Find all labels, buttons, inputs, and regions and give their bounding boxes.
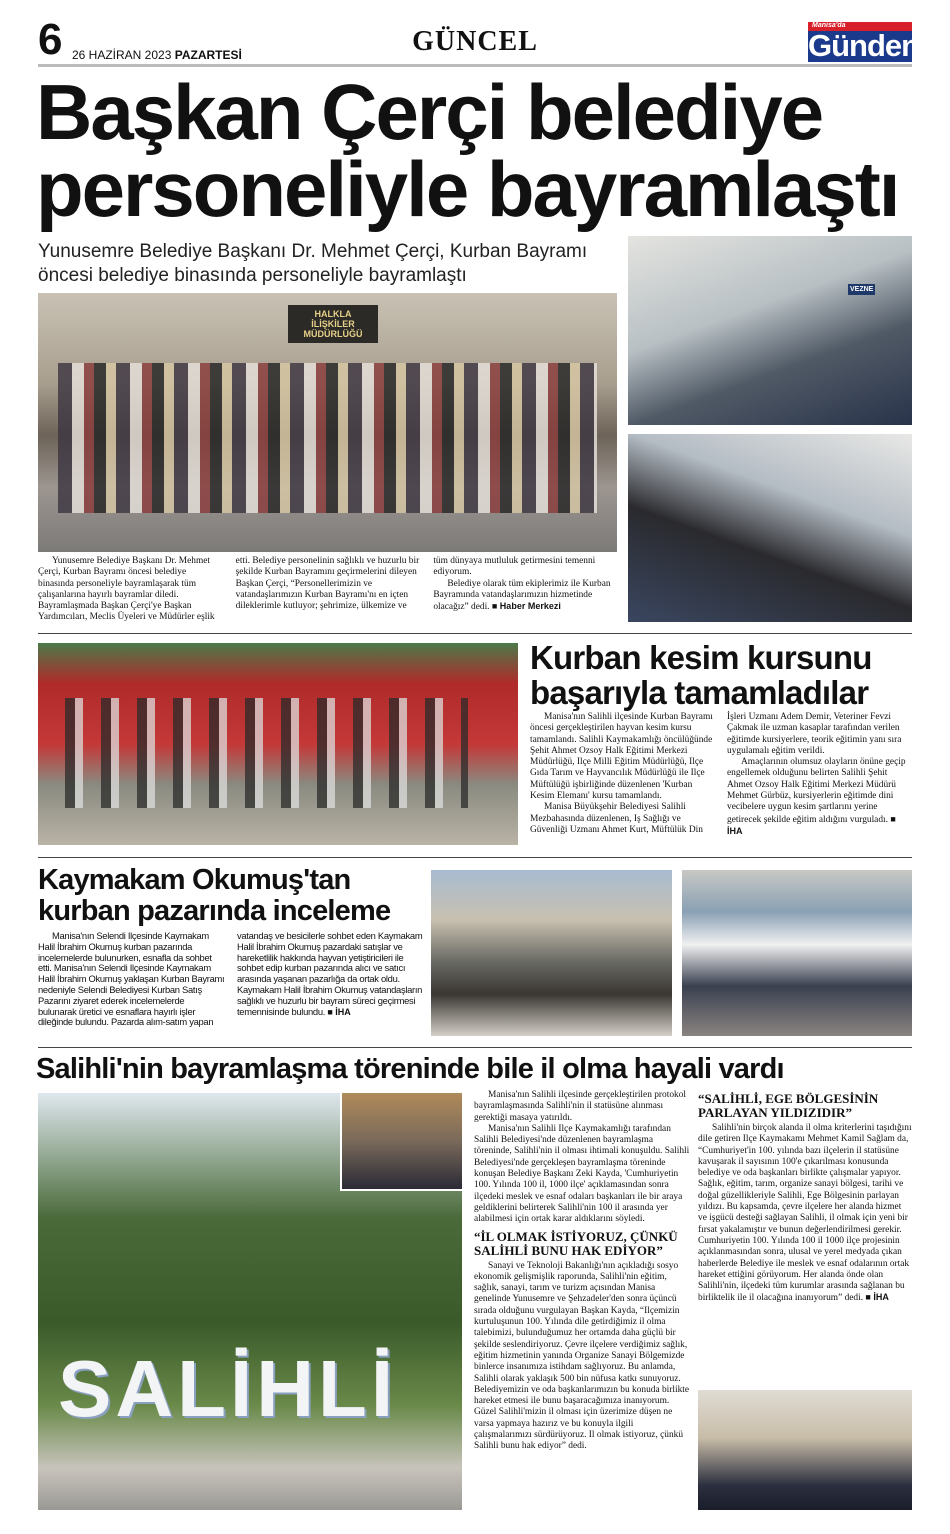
byline: ■ İHA (727, 813, 896, 836)
paragraph: Manisa Büyükşehir Belediyesi Salihli Mezbahasında düzenlenen, Iş Sağlığı ve Güvenliği Uzmanı Ahmet Kurt, Müftülük Din İşleri Uzmanı Adem Demir, Veteriner Fevzi Çakmak ile uzman kasaplar tarafından verilen eğitimde kursiyerlere, teorik eğitimin yanı sıra uygulamalı eğitim verildi. (530, 712, 902, 835)
photo-sign: HALKLA İLİŞKİLER MÜDÜRLÜĞÜ (288, 305, 378, 343)
mayor-speech-photo (340, 1093, 462, 1191)
handshake-photo-2 (628, 434, 912, 622)
divider (38, 1047, 912, 1048)
newspaper-logo (808, 22, 928, 63)
livestock-market-photo-2 (682, 870, 912, 1036)
subheading: “SALİHLİ, EGE BÖLGESİNİN PARLAYAN YILDIZIDIR” (698, 1091, 879, 1120)
staff-group-photo (38, 293, 617, 552)
date-text: 26 HAZİRAN 2023 (72, 48, 172, 62)
paragraph: Manisa'nın Salihli ilçesinde gerçekleştirilen protokol bayramlaşmasında Salihli'nin il statüsüne alınması gerektiği masaya yatırıldı. (474, 1090, 686, 1123)
story4-body-col1 (474, 1090, 690, 1453)
story1-body (38, 556, 617, 624)
byline: ■ İHA (327, 1006, 351, 1017)
issue-date (72, 48, 242, 62)
paragraph: Manisa'nın Selendi Ilçesinde Kaymakam Halil İbrahim Okumuş kurban pazarında incelemelerde bulunurken, esnafla da sohbet etti. Manisa'nın Selendi Ilçesinde Kaymakam Halil İbrahim Okumuş yaklaşan Kurban Bayramı nedeniyle Selendi Belediyesi Kurban Satış Pazarını ziyaret ederek incelemelerde bulunarak üretici ve esnaflara hayırlı işler dileğinde bulundu. Pazarda alım-satım yapan vatandaş ve besicilerle sohbet eden Kaymakam Halil İbrahim Okumuş pazardaki satışlar ve hareketlilik hakkında hayvan yetiştiricileri ile sohbet edip kurban pazarında alıcı ve satıcı arasında yaşanan pazarlığa da ortak oldu. Kaymakam Halil İbrahim Okumuş vatandaşların sağlıklı ve huzurlu bir bayram süreci geçirmesi temennisinde bulundu. (38, 930, 423, 1028)
byline: ■ Haber Merkezi (491, 601, 561, 612)
paragraph: Belediye olarak tüm ekiplerimiz ile Kurban Bayramında vatandaşlarımızın hizmetinde olacağız” dedi. (433, 578, 611, 613)
paragraph: Manisa'nın Salihli Ilçe Kaymakamlığı tarafından Salihli Belediyesi'nde düzenlenen bayramlaşma töreninde, Salihli'nin il olması ihtimali konuşuldu. Salihli Belediyesi'nde gerçekleşen bayramlaşma töreninde konuşan Belediye Başkanı Zeki Kayda, 'Cumhuriyetin 100. Yılında 100 il, 1000 ilçe' açıklamasından sonra ilçedeki meslek ve esnaf odaları başkanları ile bir araya geldiklerini belirterek Salihli'nin 100 il arasında yer alabilmesi için ortak karar aldıklarını söyledi. (474, 1123, 690, 1225)
story4-headline: Salihli'nin bayramlaşma töreninde bile il olma hayali vardı (36, 1053, 784, 1085)
story3-headline: Kaymakam Okumuş'tan kurban pazarında inceleme (38, 864, 391, 927)
paragraph: Yunusemre Belediye Başkanı Dr. Mehmet Çerçi, Kurban Bayramı öncesi belediye binasında personeliyle bayramlaşarak tüm çalışanlarına hayırlı bayramlar diledi. Bayramlaşmada Başkan Çerçi'ye Başkan Yardımcıları, Meclis Üyeleri ve Müdürler eşlik etti. Belediye personelinin sağlıklı ve huzurlu bir şekilde Kurban Bayramını geçirmelerini dileyen Başkan Çerçi, “Personellerimizin ve vatandaşlarımızın Kurban Bayramı'nı en içten dileklerimle kutluyor; şehrimize, ülkemize ve tüm dünyaya mutluluk getirmesini temenni ediyorum. (38, 556, 596, 623)
paragraph: Manisa'nın Salihli ilçesinde Kurban Bayramı öncesi gerçekleştirilen hayvan kesim kursu tamamlandı. Salihli Kaymakamlığı öncülüğünde Şehit Ahmet Ozsoy Halk Eğitimi Merkezi Müdürlüğü, Ilçe Milli Eğitim Müdürlüğü, Ilçe Gıda Tarım ve Hayvancılık Müdürlüğü ile Ilçe Müftülüğü işbirliğinde düzenlenen 'Kurban Kesim Elemanı' kursu tamamlandı. (530, 712, 713, 802)
divider (38, 633, 912, 634)
story2-headline: Kurban kesim kursunu başarıyla tamamladılar (530, 639, 872, 711)
logo-text: Gündem (808, 28, 928, 63)
section-title: GÜNCEL (412, 26, 538, 57)
vezne-sign: VEZNE (850, 286, 874, 293)
logo-small: Manisa'da (812, 22, 846, 29)
paragraph: Sanayi ve Teknoloji Bakanlığı'nın açıkladığı sosyo ekonomik gelişmişlik raporunda, Salihli'nin eğitim, sağlık, sanayi, tarım ve turizm açısından Manisa genelinde Yunusemre ve Şehzadeler'den sonra üçüncü sırada olduğunu vurgulayan Başkan Kayda, “Ilçemizin kurtuluşunun 100. Yılında dile getirdiğimiz il olma talebimizi, bulunduğumuz her ortamda daha güçlü bir şekilde seslendiriyoruz. Çevre ilçelere verdiğimiz sağlık, eğitim hizmetinin yanında Organize Sanayi Bölgemizde binlerce insanımıza istihdam sağlıyoruz. Bu anlamda, Salihli olarak yaklaşık 500 bin nüfusa katkı sunuyoruz. Belediyemizin ve oda başkanlarımızın bu konuda birlikte hareket etmesi ile bunu başaracağımıza inanıyorum. Güzel Salihli'mizin il olması için üzerimize düşen ne varsa yapmaya hazırız ve bu konuyla ilgili çalışmalarımızı sürdürüyoruz. Il olmak istiyoruz, çünkü Salihli bunu hak ediyor” dedi. (474, 1260, 690, 1452)
divider (38, 857, 912, 858)
subheading: “İL OLMAK İSTİYORUZ, ÇÜNKÜ SALİHLİ BUNU HAK EDİYOR” (474, 1228, 678, 1258)
header-rule (38, 64, 912, 67)
paragraph: Salihli'nin birçok alanda il olma kriterlerini taşıdığını dile getiren Ilçe Kaymakamı Mehmet Kamil Sağlam da, “Cumhuriyet'in 100. yılında bazı ilçelerin il statüsüne kavuşarak il sayısının 100'e çıkarılması konusunda belediye ve oda başkanları birlikte çalışmalar yapıyor. Sağlık, eğitim, tarım, organize sanayi bölgesi, tarihi ve doğal güzellikleriyle Salihli, Ege Bölgesinin parlayan yıldızı. Bu kapsamda, çevre ilçelere her alanda hizmet ve işgücü desteği sağlayan Salihli, il olmak için yeni bir fırsat yakalamıştır ve bunun değerlendirilmesi gerekir. Cumhuriyetin 100. Yılında 100 il 1000 ilçe projesinin açıklanmasından sonra, ulusal ve yerel medyada çıkan haberlerde Belediye ile meslek ve esnaf odalarının ortak hareket ettiğini görüyorum. Her alanda önde olan Salihli'nin, ilçedeki tüm kurumlar arasında sağlanan bu birliktelik ile il olacağına inanıyorum” dedi. (698, 1123, 912, 1304)
story1-headline: Başkan Çerçi belediye personeliyle bayramlaştı (36, 68, 899, 233)
byline: ■ İHA (865, 1292, 889, 1303)
story4-body-col2 (698, 1092, 912, 1305)
course-group-photo (38, 643, 518, 845)
paragraph: Amaçlarının olumsuz olayların önüne geçip engellemek olduğunu belirten Salihli Şehit Ahmet Ozsoy Halk Eğitimi Merkezi Müdürü Mehmet Gürbüz, kursiyerlerin eğitimde dini vecibelere uygun kesim şartlarını yerine getirecek şekilde eğitim aldığını vurguladı. (727, 757, 906, 825)
salihli-sign: SALİHLİ (58, 1344, 398, 1433)
weekday: PAZARTESİ (174, 48, 242, 62)
story1-subhead: Yunusemre Belediye Başkanı Dr. Mehmet Çerçi, Kurban Bayramı öncesi belediye binasında personeliyle bayramlaştı (38, 241, 588, 286)
livestock-market-photo-1 (431, 870, 672, 1036)
page-number: 6 (38, 15, 63, 64)
story2-body (530, 712, 912, 838)
kaymakam-speech-photo (698, 1390, 912, 1510)
story3-body (38, 931, 424, 1028)
handshake-photo-1 (628, 236, 912, 425)
